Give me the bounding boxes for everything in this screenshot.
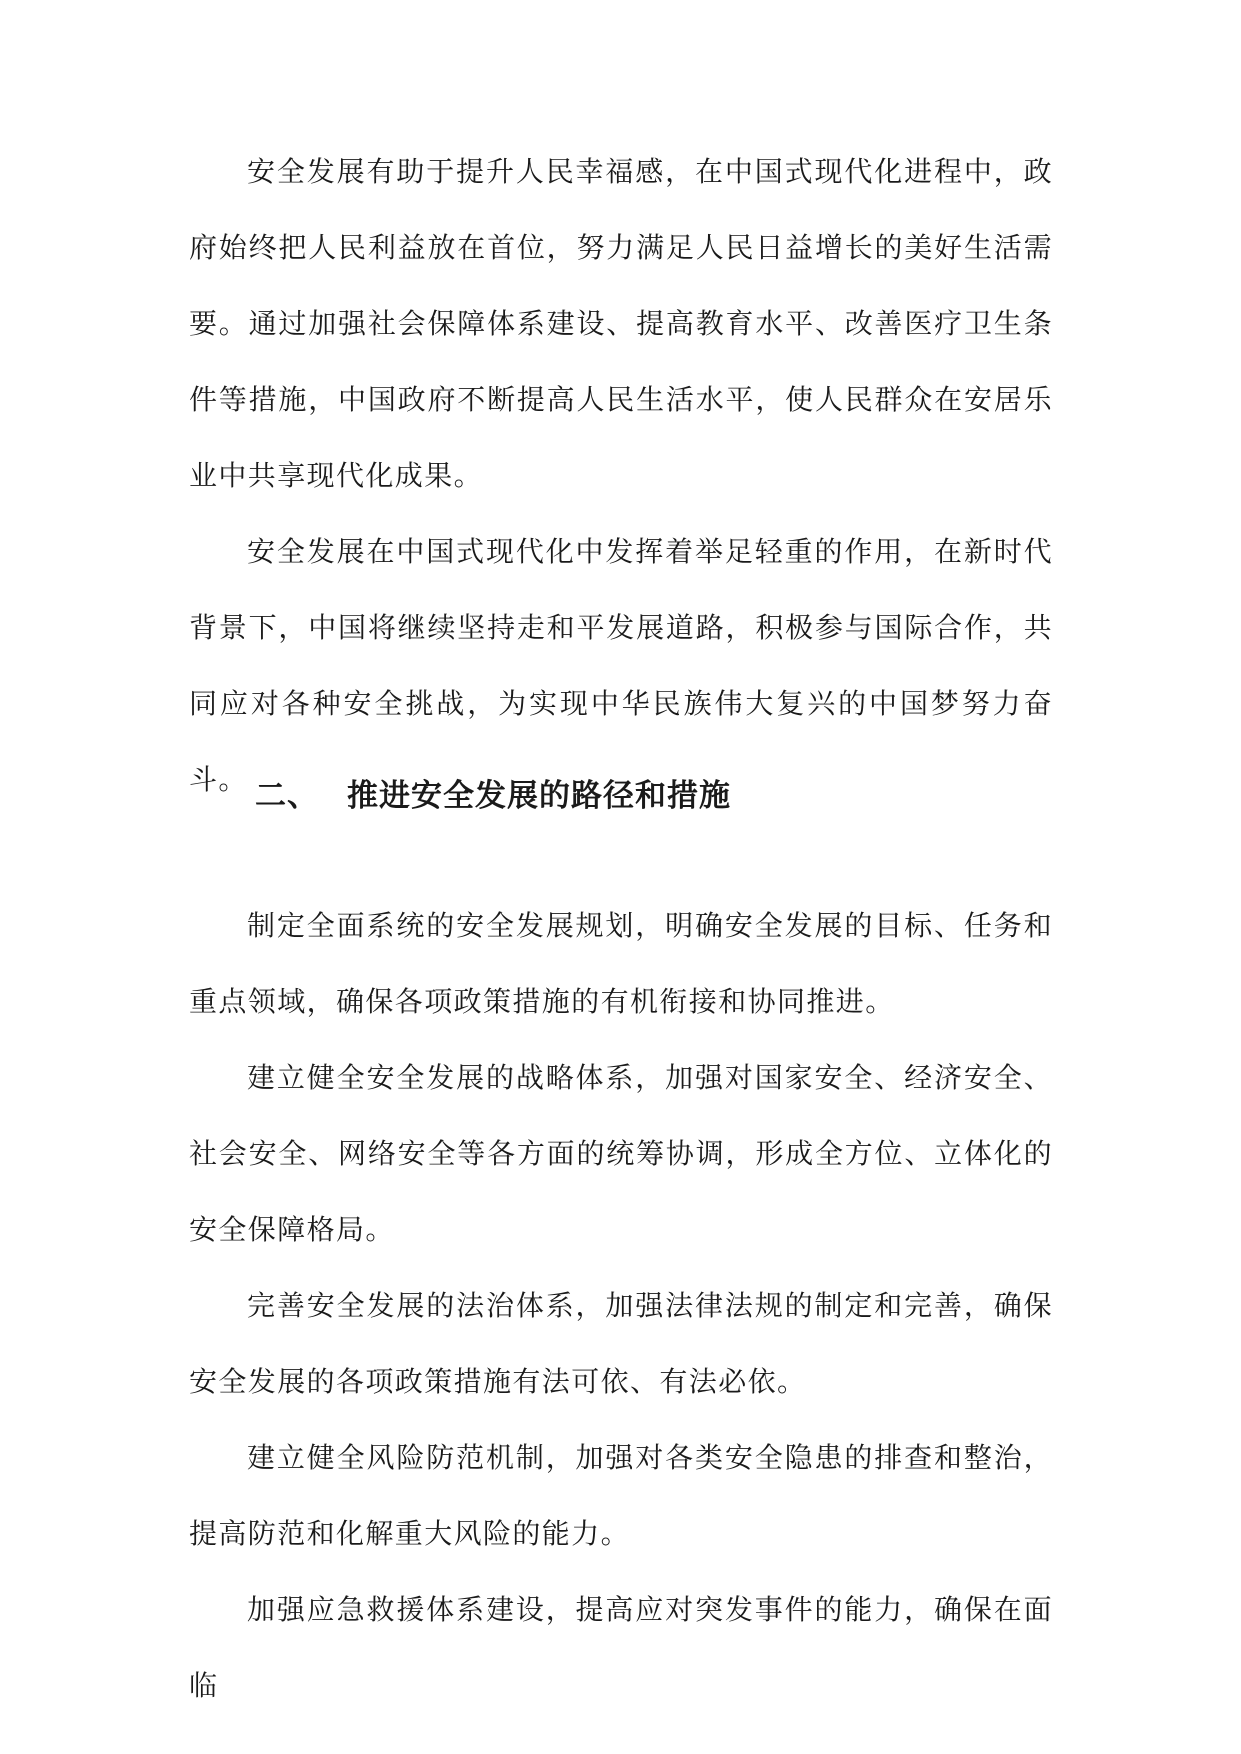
section-title: 推进安全发展的路径和措施 — [347, 778, 731, 814]
section-heading — [255, 776, 731, 816]
section-one-body — [189, 134, 1053, 818]
paragraph: 完善安全发展的法治体系，加强法律法规的制定和完善，确保安全发展的各项政策措施有法可依、有法必依。 — [189, 1289, 1053, 1398]
paragraph: 制定全面系统的安全发展规划，明确安全发展的目标、任务和重点领域，确保各项政策措施的有机衔接和协同推进。 — [189, 909, 1053, 1018]
section-number: 二、 — [255, 778, 319, 814]
paragraph: 建立健全风险防范机制，加强对各类安全隐患的排查和整治，提高防范和化解重大风险的能力。 — [189, 1441, 1053, 1550]
paragraph: 安全发展在中国式现代化中发挥着举足轻重的作用，在新时代背景下，中国将继续坚持走和平发展道路，积极参与国际合作，共同应对各种安全挑战，为实现中华民族伟大复兴的中国梦努力奋斗。 — [189, 535, 1053, 796]
paragraph: 建立健全安全发展的战略体系，加强对国家安全、经济安全、社会安全、网络安全等各方面的统筹协调，形成全方位、立体化的安全保障格局。 — [189, 1061, 1053, 1246]
section-two-body — [189, 888, 1053, 1724]
paragraph: 安全发展有助于提升人民幸福感，在中国式现代化进程中，政府始终把人民利益放在首位，努力满足人民日益增长的美好生活需要。通过加强社会保障体系建设、提高教育水平、改善医疗卫生条件等措施，中国政府不断提高人民生活水平，使人民群众在安居乐业中共享现代化成果。 — [189, 155, 1053, 492]
paragraph: 加强应急救援体系建设，提高应对突发事件的能力，确保在面临 — [189, 1593, 1053, 1702]
